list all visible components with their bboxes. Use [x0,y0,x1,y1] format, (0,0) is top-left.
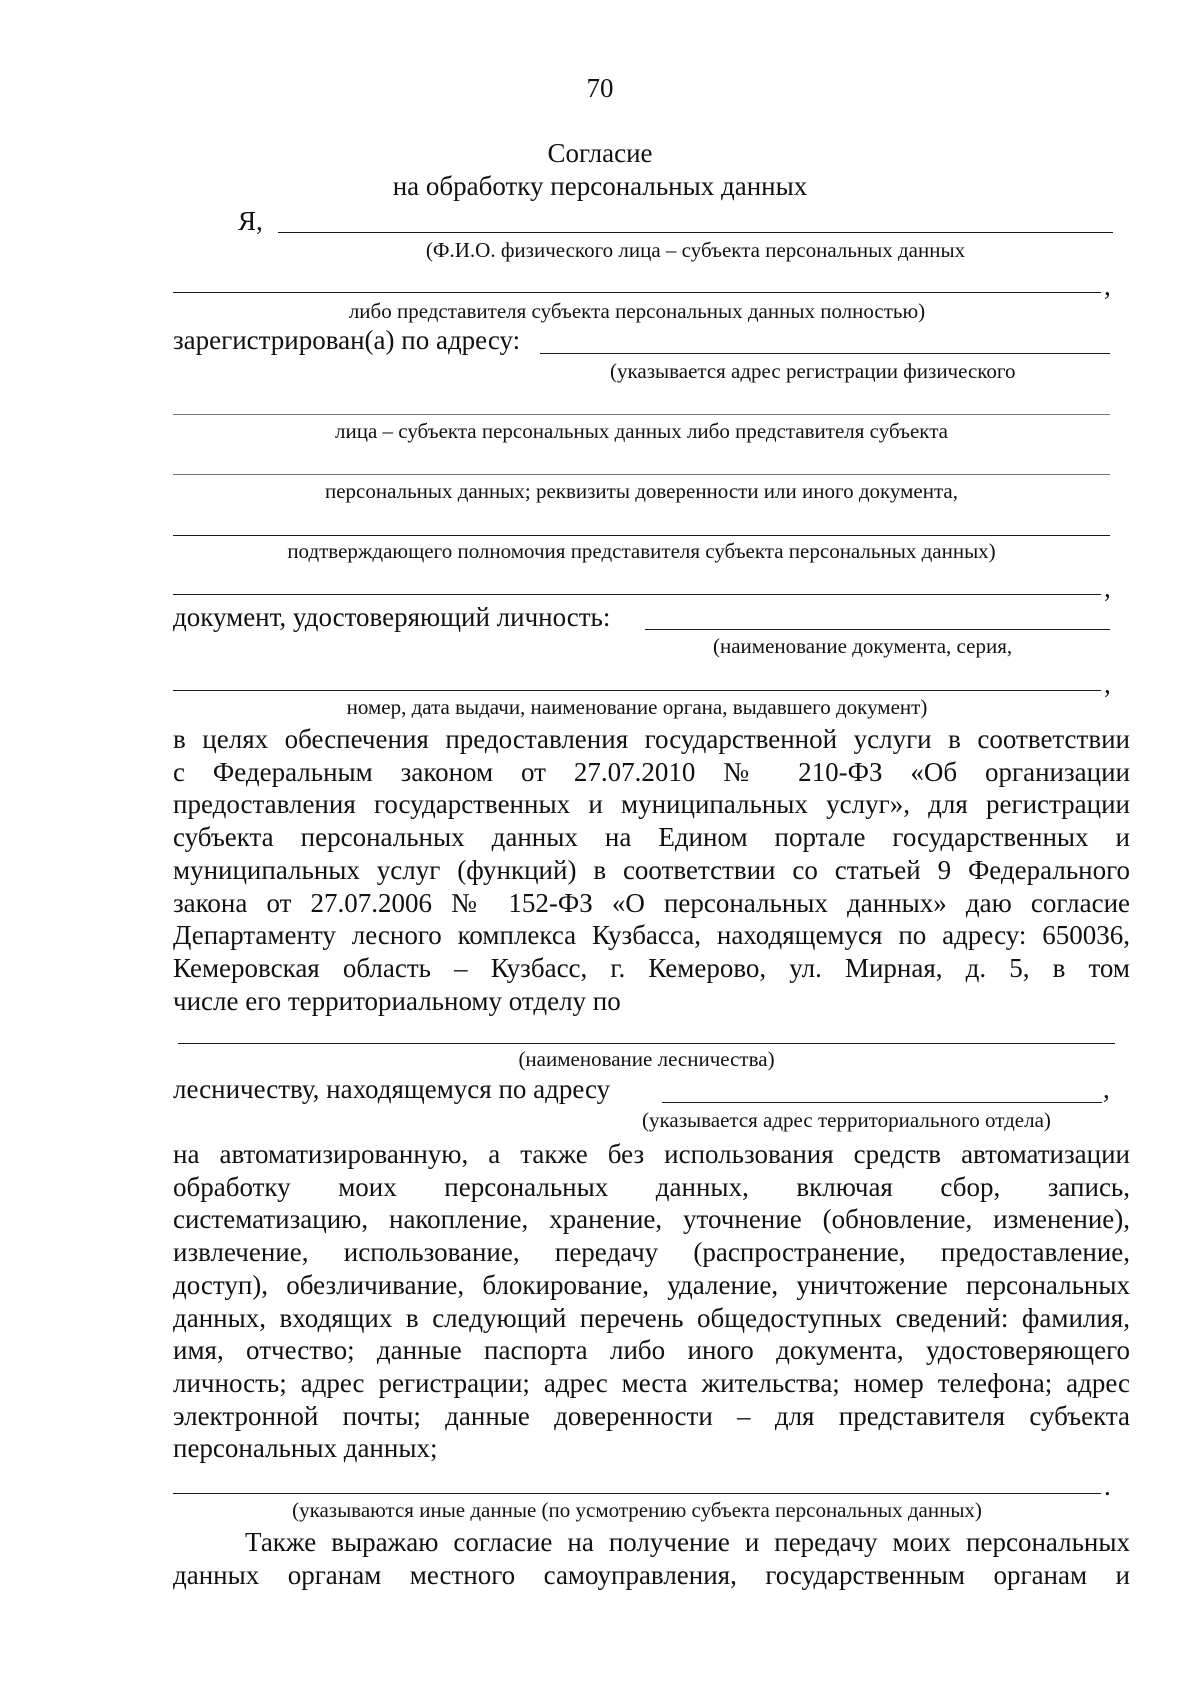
document-comma: , [1104,669,1111,699]
document-input-line[interactable] [645,629,1110,630]
document-title: Согласие [547,138,653,168]
forestry-input-line[interactable] [178,1043,1115,1044]
fio-comma: , [1104,271,1111,301]
address-hint-2: лица – субъекта персональных данных либо представителя субъекта [335,419,948,443]
forestry-hint: (наименование лесничества) [518,1047,775,1071]
territorial-address-input-line[interactable] [662,1102,1102,1103]
para1-line: Кемеровская область – Кузбасс, г. Кемерово, ул. Мирная, д. 5, в том [173,952,1130,983]
document-line-2[interactable] [173,690,1101,691]
ya-label: Я, [238,206,263,236]
para1-line: Департаменту лесного комплекса Кузбасса, находящемуся по адресу: 650036, [173,920,1130,951]
para3-line: Также выражаю согласие на получение и передачу моих персональных [245,1527,1130,1557]
para2-line: на автоматизированную, а также без использования средств автоматизации [173,1139,1130,1169]
forestry-label: лесничеству, находящемуся по адресу [173,1074,611,1104]
address-line-5[interactable] [173,594,1101,595]
para1-line: закона от 27.07.2006 № 152-ФЗ «О персональных данных» даю согласие [173,887,1130,918]
address-line-3[interactable] [173,474,1110,475]
representative-hint: либо представителя субъекта персональных данных полностью) [348,299,926,323]
para2-line: извлечение, использование, передачу (распространение, предоставление, [173,1237,1130,1268]
address-hint-3: персональных данных; реквизиты доверенности или иного документа, [325,479,958,503]
para2-line: доступ), обезличивание, блокирование, удаление, уничтожение персональных [173,1269,1130,1300]
other-data-hint: (указываются иные данные (по усмотрению субъекта персональных данных) [292,1498,982,1522]
other-data-period: . [1104,1471,1111,1501]
document-subtitle: на обработку персональных данных [392,171,808,201]
para2-line: обработку моих персональных данных, включая сбор, запись, [173,1171,1130,1202]
para2-line: электронной почты; данные доверенности – для представителя субъекта [173,1400,1130,1431]
para1-line: в целях обеспечения предоставления государственной услуги в соответствии [173,724,1130,754]
para2-line: данных, входящих в следующий перечень общедоступных сведений: фамилия, [173,1302,1130,1333]
address-line-4[interactable] [173,535,1110,536]
address-hint-4: подтверждающего полномочия представителя субъекта персональных данных) [287,539,996,563]
para3-line: данных органам местного самоуправления, государственным органам и [173,1559,1130,1590]
para1-line: муниципальных услуг (функций) в соответствии со статьей 9 Федерального [173,854,1130,885]
fio-hint: (Ф.И.О. физического лица – субъекта персональных данных [425,238,966,262]
para1-line: числе его территориальному отделу по [173,985,621,1016]
registered-label: зарегистрирован(а) по адресу: [173,325,521,355]
para1-line: субъекта персональных данных на Едином портале государственных и [173,822,1130,853]
para2-line: имя, отчество; данные паспорта либо иного документа, удостоверяющего [173,1335,1130,1366]
territorial-comma: , [1103,1074,1110,1104]
fio-input-line[interactable] [278,232,1113,233]
address-comma: , [1104,573,1111,603]
document-hint-2: номер, дата выдачи, наименование органа, выдавшего документ) [346,695,928,719]
address-line-2[interactable] [173,414,1110,415]
para2-line: персональных данных; [173,1433,438,1464]
document-label: документ, удостоверяющий личность: [173,602,611,632]
para2-line: систематизацию, накопление, хранение, уточнение (обновление, изменение), [173,1204,1130,1235]
page-number: 70 [586,73,614,103]
address-hint-1: (указывается адрес регистрации физического [610,359,1016,383]
para1-line: с Федеральным законом от 27.07.2010 № 210-ФЗ «Об организации [173,756,1130,787]
document-hint-1: (наименование документа, серия, [713,634,1013,658]
territorial-hint: (указывается адрес территориального отдела) [642,1108,1051,1132]
para1-line: предоставления государственных и муниципальных услуг», для регистрации [173,789,1130,820]
fio-continuation-line[interactable] [173,292,1101,293]
other-data-input-line[interactable] [173,1493,1101,1494]
address-input-line[interactable] [540,353,1110,354]
para2-line: личность; адрес регистрации; адрес места жительства; номер телефона; адрес [173,1367,1130,1398]
